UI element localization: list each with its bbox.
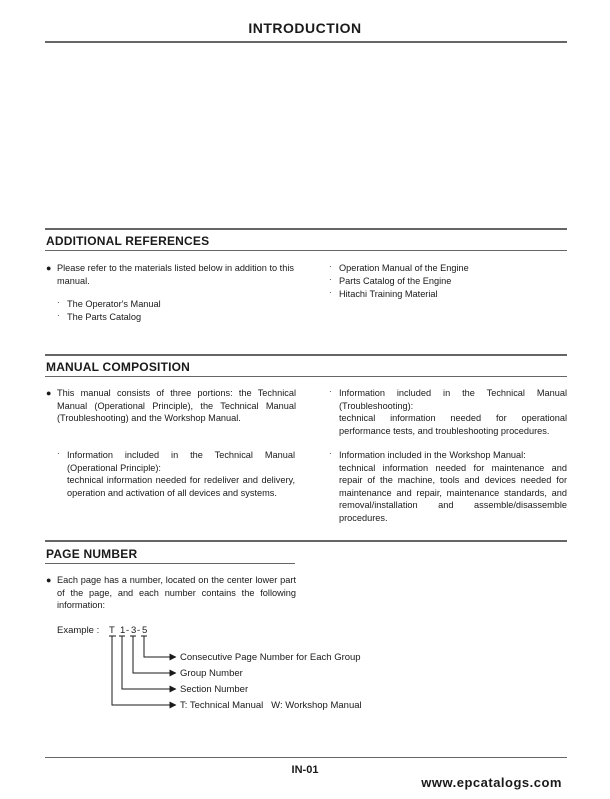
composition-item-workshop: · Information included in the Workshop Manual: technical information needed for maintenance and repair of the machine, tools and devices needed for maintenance and repair, maintenance standards, and removal/installation and assemble/disassemble procedures. <box>329 449 567 523</box>
footer-divider <box>45 757 567 758</box>
leader-line-section <box>122 636 176 689</box>
page-title: INTRODUCTION <box>248 20 362 36</box>
composition-intro: ● This manual consists of three portions: the Technical Manual (Operational Principle), the Technical Manual (Troubleshooting) and the Workshop Manual. <box>46 388 296 424</box>
dot-icon: · <box>57 298 60 307</box>
section-heading-additional-references: ADDITIONAL REFERENCES <box>46 234 210 248</box>
example-code-page: 5 <box>142 625 148 636</box>
example-code-section: 1 <box>120 625 126 636</box>
dot-icon: · <box>57 311 60 320</box>
dot-icon: · <box>329 262 332 271</box>
dot-icon: · <box>329 449 332 458</box>
legend-section-number: Section Number <box>180 684 249 695</box>
example-label: Example : <box>57 625 100 636</box>
reference-item: · Hitachi Training Material <box>329 288 438 299</box>
dot-icon: · <box>329 387 332 396</box>
bullet-icon: ● <box>46 388 52 398</box>
section-heading-manual-composition: MANUAL COMPOSITION <box>46 360 191 374</box>
composition-item-operational-principle: · Information included in the Technical Manual (Operational Principle): technical information needed for redeliver and delivery, operation and activation of all devices and systems. <box>57 449 295 498</box>
bullet-icon: ● <box>46 575 52 585</box>
dot-icon: · <box>57 449 60 458</box>
bullet-icon: ● <box>46 263 52 273</box>
dot-icon: · <box>329 275 332 284</box>
section-heading-page-number: PAGE NUMBER <box>46 547 138 561</box>
legend-page-number: Consecutive Page Number for Each Group <box>180 652 361 663</box>
composition-item-troubleshooting: · Information included in the Technical Manual (Troubleshooting): technical information needed for operational performance tests, and troubleshooting procedures. <box>329 387 567 436</box>
example-code-group: 3 <box>131 625 137 636</box>
reference-item: · Parts Catalog of the Engine <box>329 275 452 286</box>
legend-group-number: Group Number <box>180 668 243 679</box>
reference-item: · The Parts Catalog <box>57 311 142 322</box>
page-number: IN-01 <box>291 764 319 776</box>
example-code-dash: - <box>126 625 130 636</box>
dot-icon: · <box>329 288 332 297</box>
reference-item: · Operation Manual of the Engine <box>329 262 469 273</box>
leader-line-page <box>144 636 176 657</box>
example-code-dash: - <box>137 625 141 636</box>
reference-item: · The Operator's Manual <box>57 298 161 309</box>
leader-line-group <box>133 636 176 673</box>
references-intro: ● Please refer to the materials listed below in addition to this manual. <box>46 263 294 286</box>
legend-manual-type: T: Technical Manual W: Workshop Manual <box>180 700 362 711</box>
example-code-type: T <box>109 625 115 636</box>
watermark-text: www.epcatalogs.com <box>421 775 562 790</box>
page-number-intro: ● Each page has a number, located on the center lower part of the page, and each number contains the following information: <box>46 575 296 611</box>
